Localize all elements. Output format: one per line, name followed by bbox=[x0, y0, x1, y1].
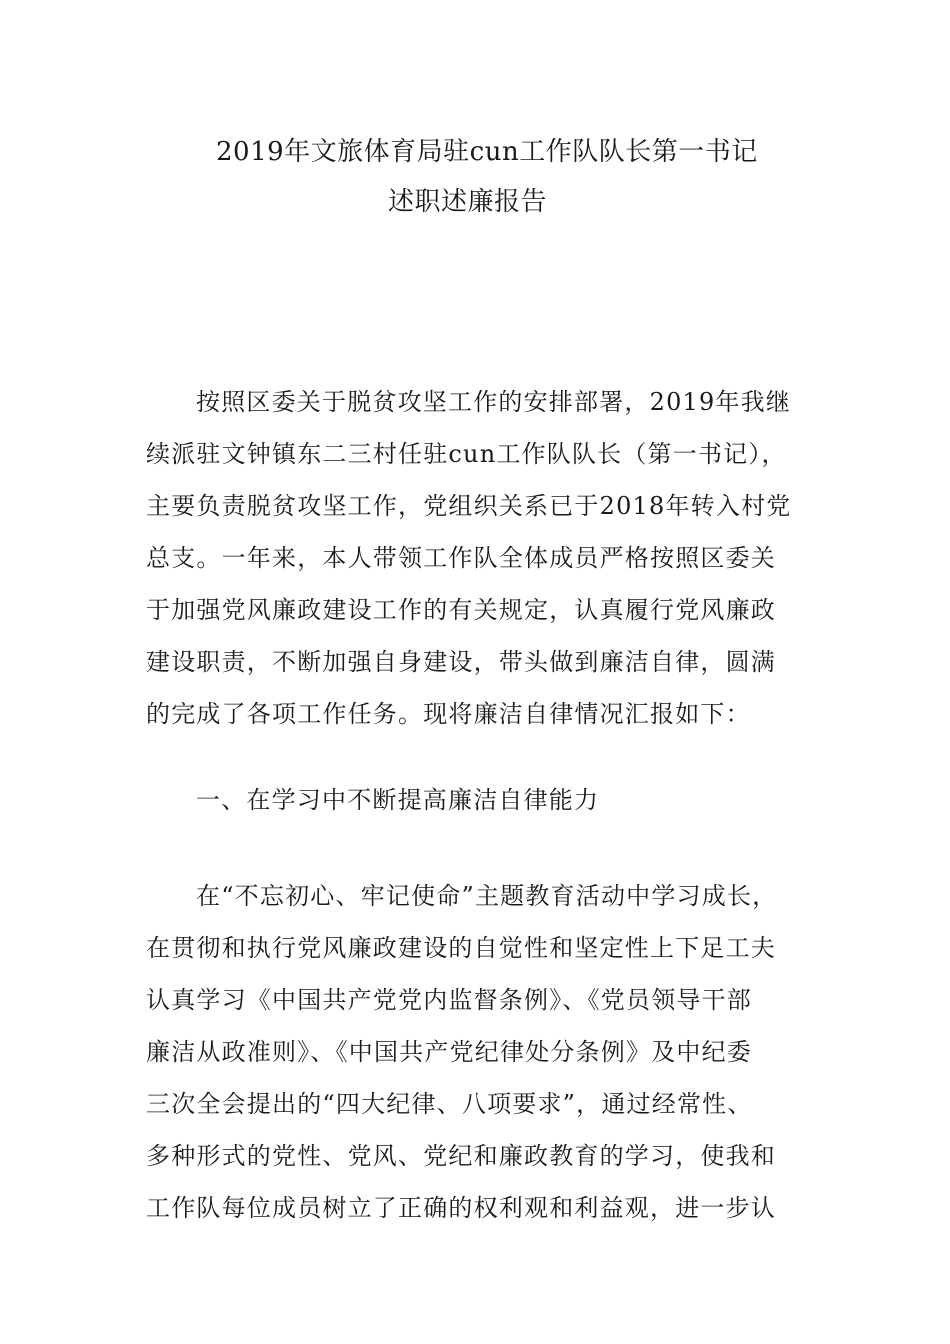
report-title-line-1: 2019年文旅体育局驻cun工作队队长第一书记 bbox=[216, 137, 758, 167]
paragraph-line: 多种形式的党性、党风、党纪和廉政教育的学习，使我和 bbox=[146, 1142, 776, 1170]
section-heading bbox=[146, 774, 826, 826]
section-paragraph bbox=[146, 870, 826, 1234]
report-title-line-2: 述职述廉报告 bbox=[388, 187, 548, 217]
paragraph-line: 廉洁从政准则》、《中国共产党纪律处分条例》及中纪委 bbox=[146, 1038, 752, 1066]
paragraph-line: 工作队每位成员树立了正确的权利观和利益观，进一步认 bbox=[146, 1194, 776, 1222]
paragraph-line: 在贯彻和执行党风廉政建设的自觉性和坚定性上下足工夫 bbox=[146, 934, 776, 962]
intro-paragraph bbox=[146, 376, 826, 740]
paragraph-line: 在“不忘初心、牢记使命”主题教育活动中学习成长， bbox=[196, 882, 778, 910]
section-heading-text: 一、在学习中不断提高廉洁自律能力 bbox=[196, 786, 600, 814]
paragraph-line: 建设职责，不断加强自身建设，带头做到廉洁自律，圆满 bbox=[146, 648, 776, 676]
paragraph-line: 三次全会提出的“四大纪律、八项要求”，通过经常性、 bbox=[146, 1090, 753, 1118]
paragraph-line: 的完成了各项工作任务。现将廉洁自律情况汇报如下： bbox=[146, 700, 751, 728]
paragraph-line: 于加强党风廉政建设工作的有关规定，认真履行党风廉政 bbox=[146, 596, 776, 624]
paragraph-line: 按照区委关于脱贫攻坚工作的安排部署，2019年我继 bbox=[196, 388, 792, 416]
paragraph-line: 总支。一年来，本人带领工作队全体成员严格按照区委关 bbox=[146, 544, 776, 572]
paragraph-line: 续派驻文钟镇东二三村任驻cun工作队队长（第一书记）， bbox=[146, 440, 787, 468]
paragraph-line: 认真学习《中国共产党党内监督条例》、《党员领导干部 bbox=[146, 986, 752, 1014]
paragraph-line: 主要负责脱贫攻坚工作，党组织关系已于2018年转入村党 bbox=[146, 492, 792, 520]
